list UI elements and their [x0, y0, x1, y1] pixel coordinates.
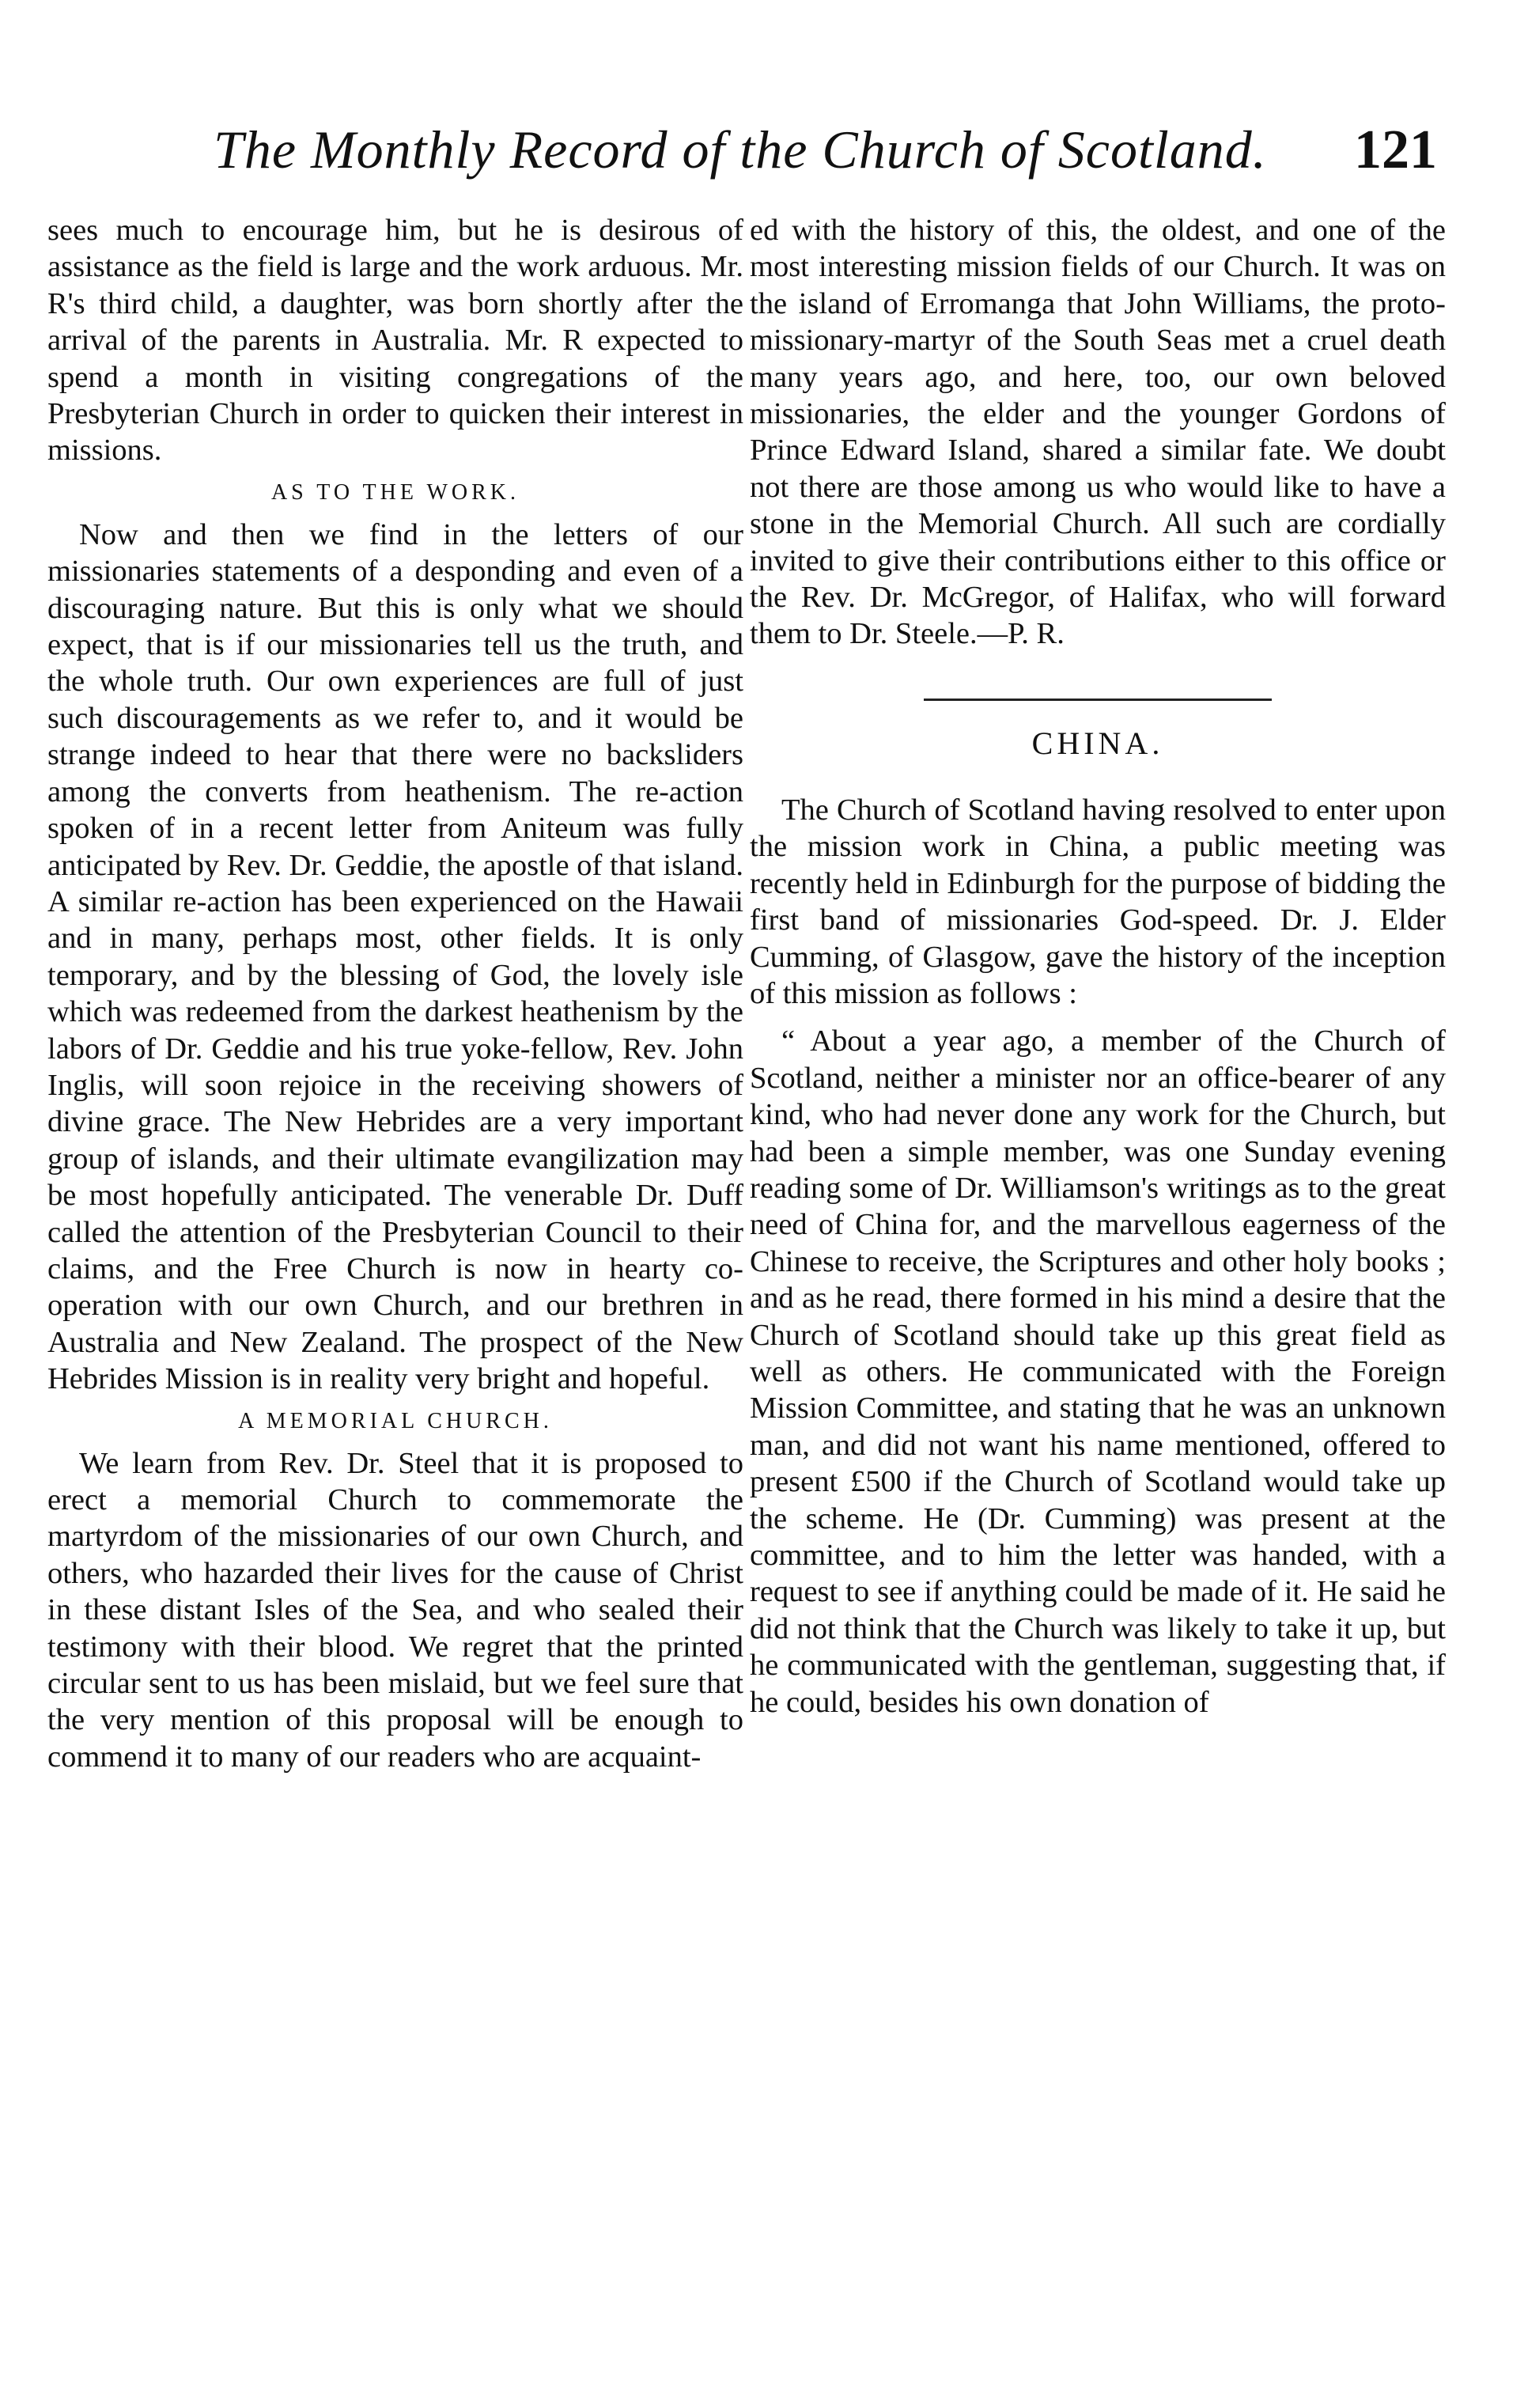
section-divider-rule [924, 699, 1272, 701]
memorial-continued-paragraph: ed with the history of this, the oldest, and one of the most interesting mission fields of our Church. It was on the island of Erromanga that John Williams, the proto-missionary-martyr of the South Seas met a cruel death many years ago, and here, too, our own beloved missionaries, the elder and the younger Gordons of Prince Edward Island, shared a similar fate. We doubt not there are those among us who would like to have a stone in the Memorial Church. All such are cordially invited to give their contributions either to this office or the Rev. Dr. McGregor, of Halifax, who will forward them to Dr. Steele.—P. R. [750, 214, 1446, 651]
section-heading-memorial: A MEMORIAL CHURCH. [238, 1408, 553, 1433]
china-paragraph: The Church of Scotland having resolved to enter upon the mission work in China, a public meeting was recently held in Edinburgh for the purpose of bidding the first band of missionaries God-speed. Dr. J. Elder Cumming, of Glasgow, gave the history of the inception of this mission as follows : [750, 793, 1446, 1010]
memorial-paragraph: We learn from Rev. Dr. Steel that it is proposed to erect a memorial Church to commemorate the martyrdom of the missionaries of our own Church, and others, who hazarded their lives for the cause of Christ in these distant Isles of the Sea, and who sealed their testimony with their blood. We regret that the printed circular sent to us has been mislaid, but we feel sure that the very mention of this proposal will be enough to commend it to many of our readers who are acquaint- [47, 1446, 743, 1774]
section-heading-china: CHINA. [1031, 725, 1164, 761]
intro-paragraph: sees much to encourage him, but he is desirous of assistance as the field is large and the work arduous. Mr. R's third child, a daughter, was born shortly after the arrival of the parents in Australia. Mr. R expected to spend a month in visiting congregations of the Presbyterian Church in order to quicken their interest in missions. [47, 214, 743, 468]
page-number: 121 [1354, 119, 1437, 180]
right-column [750, 212, 1446, 1721]
running-title: The Monthly Record of the Church of Scotland. [214, 119, 1267, 180]
quote-paragraph: “ About a year ago, a member of the Church of Scotland, neither a minister nor an office-bearer of any kind, who had never done any work for the Church, but had been a simple member, was one Sunday evening reading some of Dr. Williamson's writings as to the great need of China for, and the marvellous eagerness of the Chinese to receive, the Scriptures and other holy books ; and as he read, there formed in his mind a desire that the Church of Scotland should take up this great field as well as others. He communicated with the Foreign Mission Committee, and stating that he was an unknown man, and did not want his name mentioned, offered to present £500 if the Church of Scotland would take up the scheme. He (Dr. Cumming) was present at the committee, and to him the letter was handed, with a request to see if anything could be made of it. He said he did not think that the Church was likely to take it up, but he communicated with the gentleman, suggesting that, if he could, besides his own donation of [750, 1024, 1446, 1719]
running-head [0, 119, 1528, 190]
section-heading-work: AS TO THE WORK. [270, 479, 520, 505]
work-paragraph: Now and then we find in the letters of our missionaries statements of a desponding and even of a discouraging nature. But this is only what we should expect, that is if our missionaries tell us the truth, and the whole truth. Our own experiences are full of just such discouragements as we refer to, and it would be strange indeed to hear that there were no backsliders among the converts from heathenism. The re-action spoken of in a recent letter from Aniteum was fully anticipated by Rev. Dr. Geddie, the apostle of that island. A similar re-action has been experienced on the Hawaii and in many, perhaps most, other fields. It is only temporary, and by the blessing of God, the lovely isle which was redeemed from the darkest heathenism by the labors of Dr. Geddie and his true yoke-fellow, Rev. John Inglis, will soon rejoice in the receiving showers of divine grace. The New Hebrides are a very important group of islands, and their ultimate evangilization may be most hopefully anticipated. The venerable Dr. Duff called the attention of the Presbyterian Council to their claims, and the Free Church is now in hearty co-operation with our own Church, and our brethren in Australia and New Zealand. The prospect of the New Hebrides Mission is in reality very bright and hopeful. [47, 517, 743, 1396]
left-column [47, 212, 743, 1775]
